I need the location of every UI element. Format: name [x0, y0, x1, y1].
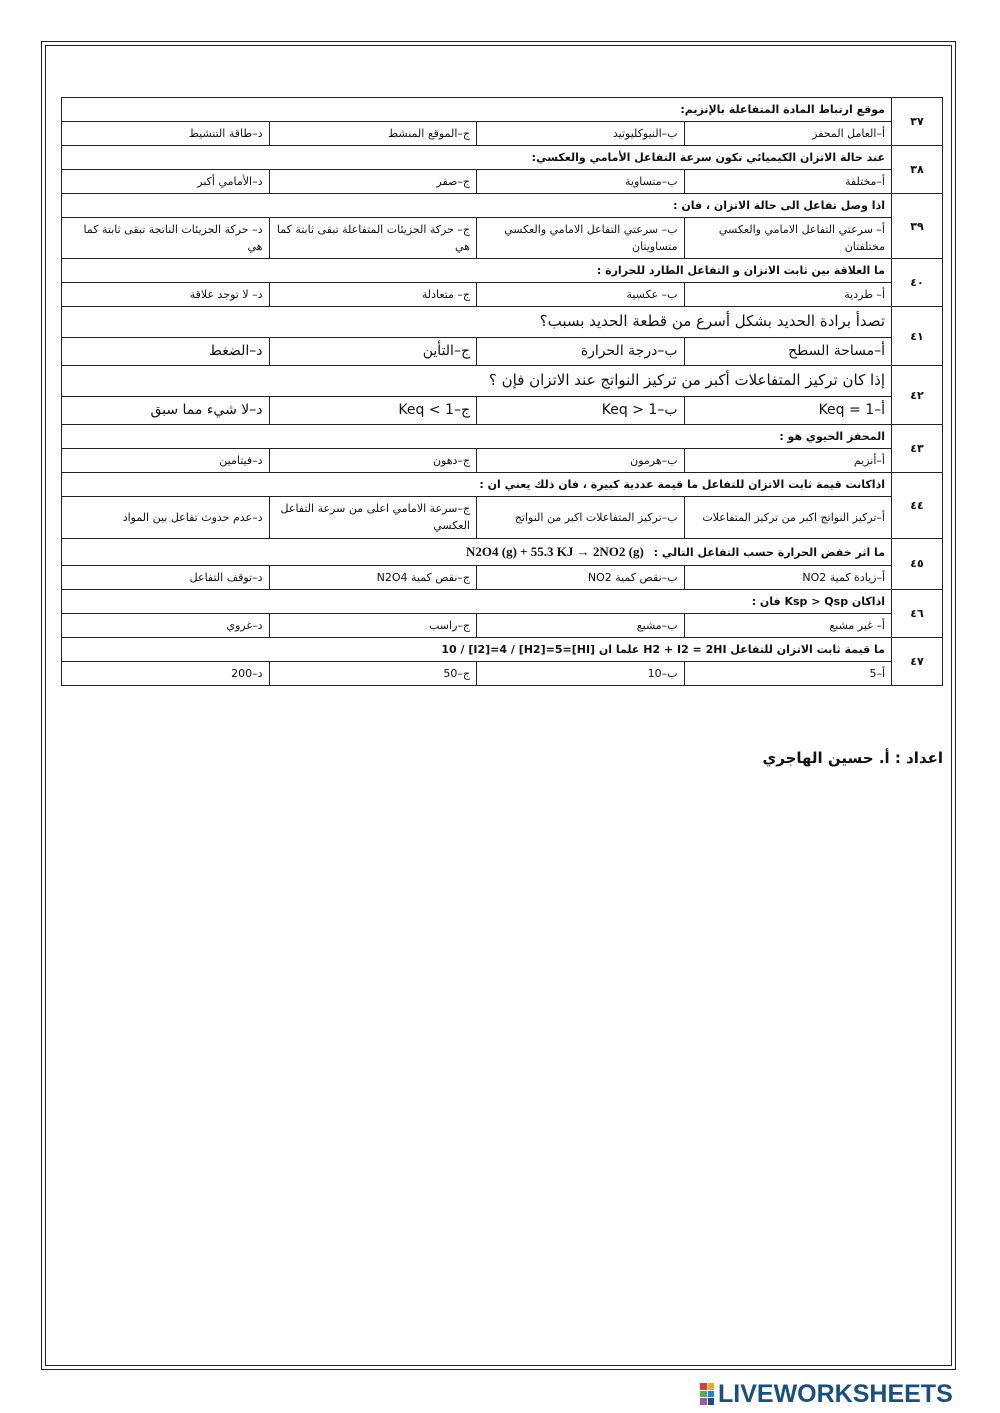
options-row	[62, 337, 943, 366]
question-number: ٤١	[892, 307, 943, 366]
option-a[interactable]: أ–1 = Keq	[684, 396, 892, 425]
option-d[interactable]: د– حركة الجزيئات الناتجة تبقى ثابتة كما هي	[62, 218, 270, 259]
question-text: إذا كان تركيز المتفاعلات أكبر من تركيز النواتج عند الاتزان فإن ؟	[62, 366, 892, 396]
question-row	[62, 98, 943, 122]
options-row	[62, 170, 943, 194]
reaction-equation: N2O4 (g) + 55.3 KJ → 2NO2 (g)	[465, 543, 644, 559]
options-row	[62, 396, 943, 425]
option-b[interactable]: ب–نقص كمية NO2	[477, 565, 685, 589]
options-row	[62, 661, 943, 685]
option-c[interactable]: ج–راسب	[269, 613, 477, 637]
option-d[interactable]: د–عدم حدوث تفاعل بين المواد	[62, 497, 270, 538]
option-a[interactable]: أ–العامل المحفز	[684, 122, 892, 146]
option-d[interactable]: د–طاقة التنشيط	[62, 122, 270, 146]
question-text: موقع ارتباط المادة المتفاعلة بالإنزيم:	[62, 98, 892, 122]
option-d[interactable]: د–لا شيء مما سبق	[62, 396, 270, 425]
option-c[interactable]: ج– متعادلة	[269, 283, 477, 307]
option-c[interactable]: ج–صفر	[269, 170, 477, 194]
option-d[interactable]: د–غروي	[62, 613, 270, 637]
brand-name: LIVEWORKSHEETS	[718, 1379, 953, 1408]
question-text: ما قيمة ثابت الاتزان للتفاعل H2 + I2 = 2HI علما ان [HI]=10 / [I2]=4 / [H2]=5	[62, 637, 892, 661]
option-d[interactable]: د–فيتامين	[62, 449, 270, 473]
question-row	[62, 307, 943, 337]
question-text: عند حالة الاتزان الكيميائي تكون سرعة التفاعل الأمامي والعكسي:	[62, 146, 892, 170]
options-row	[62, 613, 943, 637]
option-a[interactable]: أ–مساحة السطح	[684, 337, 892, 366]
option-a[interactable]: أ–تركيز النواتج اكبر من تركيز المتفاعلات	[684, 497, 892, 538]
logo-icon	[700, 1383, 714, 1405]
question-row	[62, 259, 943, 283]
question-text: ما العلاقة بين ثابت الاتزان و التفاعل الطارد للحرارة :	[62, 259, 892, 283]
option-c[interactable]: ج–نقص كمية N2O4	[269, 565, 477, 589]
author-credit: اعداد : أ. حسين الهاجري	[762, 749, 943, 767]
option-d[interactable]: د–200	[62, 661, 270, 685]
options-row	[62, 122, 943, 146]
options-row	[62, 565, 943, 589]
question-row	[62, 366, 943, 396]
question-text: اذا وصل تفاعل الى حالة الاتزان ، فان :	[62, 194, 892, 218]
option-b[interactable]: ب–مشبع	[477, 613, 685, 637]
question-label: ما اثر خفض الحرارة حسب التفاعل التالي :	[653, 545, 885, 559]
question-number: ٣٨	[892, 146, 943, 194]
question-row	[62, 538, 943, 565]
option-a[interactable]: أ–مختلفة	[684, 170, 892, 194]
question-row	[62, 473, 943, 497]
option-c[interactable]: ج– حركة الجزيئات المتفاعلة تبقى ثابتة كما هي	[269, 218, 477, 259]
option-b[interactable]: ب–1 < Keq	[477, 396, 685, 425]
option-b[interactable]: ب– سرعتي التفاعل الامامي والعكسي متساويتان	[477, 218, 685, 259]
question-text: اذاكان Ksp > Qsp فان :	[62, 589, 892, 613]
question-number: ٤٠	[892, 259, 943, 307]
question-text: تصدأ برادة الحديد بشكل أسرع من قطعة الحديد بسبب؟	[62, 307, 892, 337]
option-d[interactable]: د–الضغط	[62, 337, 270, 366]
question-number: ٤٧	[892, 637, 943, 685]
question-text	[62, 538, 892, 565]
question-row	[62, 637, 943, 661]
option-d[interactable]: د–الأمامي أكبر	[62, 170, 270, 194]
option-a[interactable]: أ–زيادة كمية NO2	[684, 565, 892, 589]
question-number: ٤٢	[892, 366, 943, 425]
option-b[interactable]: ب–متساوية	[477, 170, 685, 194]
question-row	[62, 425, 943, 449]
option-b[interactable]: ب–النيوكليوتيد	[477, 122, 685, 146]
question-row	[62, 589, 943, 613]
option-b[interactable]: ب–تركيز المتفاعلات اكبر من النواتج	[477, 497, 685, 538]
option-b[interactable]: ب–10	[477, 661, 685, 685]
question-number: ٣٩	[892, 194, 943, 259]
option-c[interactable]: ج–التأين	[269, 337, 477, 366]
question-number: ٤٤	[892, 473, 943, 538]
option-a[interactable]: أ– غير مشبع	[684, 613, 892, 637]
option-c[interactable]: ج–سرعة الامامي اعلى من سرعة التفاعل العكسي	[269, 497, 477, 538]
option-c[interactable]: ج–50	[269, 661, 477, 685]
options-row	[62, 283, 943, 307]
question-row	[62, 146, 943, 170]
option-a[interactable]: أ–5	[684, 661, 892, 685]
question-row	[62, 194, 943, 218]
option-b[interactable]: ب– عكسية	[477, 283, 685, 307]
question-table	[61, 97, 943, 686]
options-row	[62, 497, 943, 538]
question-number: ٤٥	[892, 538, 943, 589]
option-c[interactable]: ج–1 > Keq	[269, 396, 477, 425]
option-d[interactable]: د–توقف التفاعل	[62, 565, 270, 589]
liveworksheets-logo[interactable]	[700, 1380, 992, 1408]
option-b[interactable]: ب–درجة الحرارة	[477, 337, 685, 366]
question-text: اذاكانت قيمة ثابت الاتزان للتفاعل ما قيمة عددية كبيرة ، فان ذلك يعني ان :	[62, 473, 892, 497]
question-number: ٤٦	[892, 589, 943, 637]
option-d[interactable]: د– لا توجد علاقة	[62, 283, 270, 307]
question-number: ٤٣	[892, 425, 943, 473]
options-row	[62, 449, 943, 473]
option-b[interactable]: ب–هرمون	[477, 449, 685, 473]
question-text: المحفز الحيوي هو :	[62, 425, 892, 449]
question-number: ٣٧	[892, 98, 943, 146]
option-a[interactable]: أ–أنزيم	[684, 449, 892, 473]
option-a[interactable]: أ– سرعتي التفاعل الامامي والعكسي مختلفتان	[684, 218, 892, 259]
options-row	[62, 218, 943, 259]
option-c[interactable]: ج–دهون	[269, 449, 477, 473]
option-c[interactable]: ج–الموقع المنشط	[269, 122, 477, 146]
option-a[interactable]: أ– طردية	[684, 283, 892, 307]
